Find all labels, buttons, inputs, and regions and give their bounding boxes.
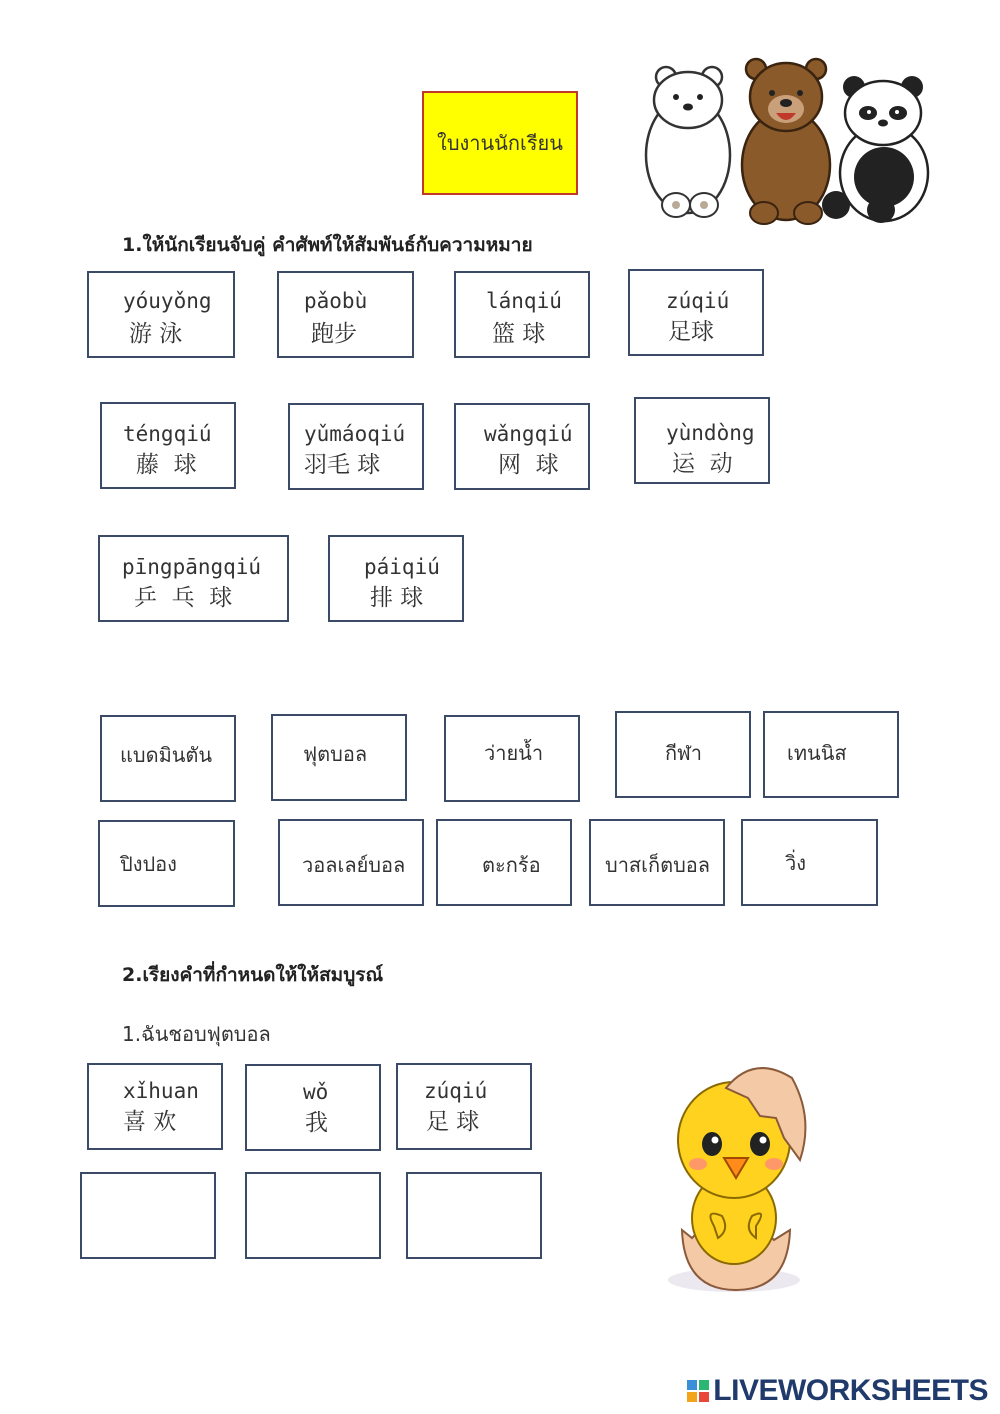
meaning-card-pingpong[interactable] bbox=[98, 820, 235, 907]
meaning-card-football[interactable] bbox=[271, 714, 407, 801]
meaning-text: ตะกร้อ bbox=[482, 853, 541, 877]
pinyin-text: yóuyǒng bbox=[123, 289, 212, 313]
order-card-wo[interactable] bbox=[245, 1064, 381, 1151]
word-card-zuqiu[interactable] bbox=[628, 269, 764, 356]
pinyin-text: yǔmáoqiú bbox=[304, 422, 406, 446]
logo-mark-icon bbox=[687, 1380, 709, 1402]
hanzi-text: 羽毛 球 bbox=[304, 452, 381, 478]
chick-illustration bbox=[664, 1058, 814, 1296]
word-card-youyong[interactable] bbox=[87, 271, 235, 358]
word-card-pingpangqiu[interactable] bbox=[98, 535, 289, 622]
hanzi-text: 网 球 bbox=[498, 452, 559, 478]
bears-illustration bbox=[636, 55, 941, 227]
meaning-text: ปิงปอง bbox=[120, 852, 177, 876]
hanzi-text: 藤 球 bbox=[136, 452, 197, 478]
logo-text: LIVEWORKSHEETS bbox=[713, 1374, 988, 1407]
word-card-paiqiu[interactable] bbox=[328, 535, 464, 622]
hanzi-text: 篮 球 bbox=[492, 321, 546, 347]
sentence-1-prompt: 1.ฉันชอบฟุตบอล bbox=[122, 1022, 271, 1046]
answer-box-1[interactable] bbox=[80, 1172, 216, 1259]
hanzi-text: 足球 bbox=[668, 319, 714, 345]
word-card-lanqiu[interactable] bbox=[454, 271, 590, 358]
meaning-card-takraw[interactable] bbox=[436, 819, 572, 906]
meaning-text: ว่ายน้ำ bbox=[484, 741, 544, 765]
pinyin-text: zúqiú bbox=[424, 1079, 488, 1103]
pinyin-text: pīngpāngqiú bbox=[122, 555, 262, 579]
meaning-text: ฟุตบอล bbox=[303, 742, 368, 766]
pinyin-text: yùndòng bbox=[666, 421, 755, 445]
hanzi-text: 乒 乓 球 bbox=[134, 585, 233, 611]
pinyin-text: wǎngqiú bbox=[484, 422, 573, 446]
meaning-card-badminton[interactable] bbox=[100, 715, 236, 802]
word-card-yundong[interactable] bbox=[634, 397, 770, 484]
word-card-yumaoqiu[interactable] bbox=[288, 403, 424, 490]
pinyin-text: pǎobù bbox=[304, 289, 368, 313]
meaning-text: วอลเลย์บอล bbox=[302, 853, 406, 877]
hanzi-text: 游 泳 bbox=[129, 321, 183, 347]
meaning-text: บาสเก็ตบอล bbox=[605, 853, 711, 877]
liveworksheets-logo bbox=[687, 1374, 988, 1408]
answer-box-3[interactable] bbox=[406, 1172, 542, 1259]
word-card-paobu[interactable] bbox=[277, 271, 414, 358]
pinyin-text: zúqiú bbox=[666, 289, 730, 313]
meaning-card-sport[interactable] bbox=[615, 711, 751, 798]
order-card-zuqiu[interactable] bbox=[396, 1063, 532, 1150]
hanzi-text: 我 bbox=[305, 1110, 328, 1136]
hanzi-text: 排 球 bbox=[370, 585, 424, 611]
section1-heading: 1.ให้นักเรียนจับคู่ คำศัพท์ให้สัมพันธ์กับความหมาย bbox=[122, 234, 533, 256]
word-card-tengqiu[interactable] bbox=[100, 402, 236, 489]
pinyin-text: páiqiú bbox=[364, 555, 440, 579]
meaning-text: กีฬา bbox=[665, 741, 703, 765]
meaning-card-tennis[interactable] bbox=[763, 711, 899, 798]
word-card-wangqiu[interactable] bbox=[454, 403, 590, 490]
order-card-xihuan[interactable] bbox=[87, 1063, 223, 1150]
pinyin-text: wǒ bbox=[303, 1080, 329, 1104]
hanzi-text: 跑步 bbox=[311, 321, 357, 347]
meaning-card-volleyball[interactable] bbox=[278, 819, 424, 906]
answer-box-2[interactable] bbox=[245, 1172, 381, 1259]
hanzi-text: 喜 欢 bbox=[123, 1109, 177, 1135]
hanzi-text: 运 动 bbox=[672, 451, 733, 477]
section2-heading: 2.เรียงคำที่กำหนดให้ให้สมบูรณ์ bbox=[122, 964, 384, 986]
pinyin-text: lánqiú bbox=[486, 289, 562, 313]
worksheet-title: ใบงานนักเรียน bbox=[422, 91, 578, 195]
meaning-card-basketball[interactable] bbox=[589, 819, 725, 906]
meaning-card-running[interactable] bbox=[741, 819, 878, 906]
meaning-text: แบดมินตัน bbox=[120, 743, 213, 767]
hanzi-text: 足 球 bbox=[426, 1109, 480, 1135]
meaning-text: เทนนิส bbox=[787, 741, 847, 765]
meaning-text: วิ่ง bbox=[785, 851, 806, 875]
pinyin-text: téngqiú bbox=[123, 422, 212, 446]
pinyin-text: xǐhuan bbox=[123, 1079, 199, 1103]
meaning-card-swimming[interactable] bbox=[444, 715, 580, 802]
